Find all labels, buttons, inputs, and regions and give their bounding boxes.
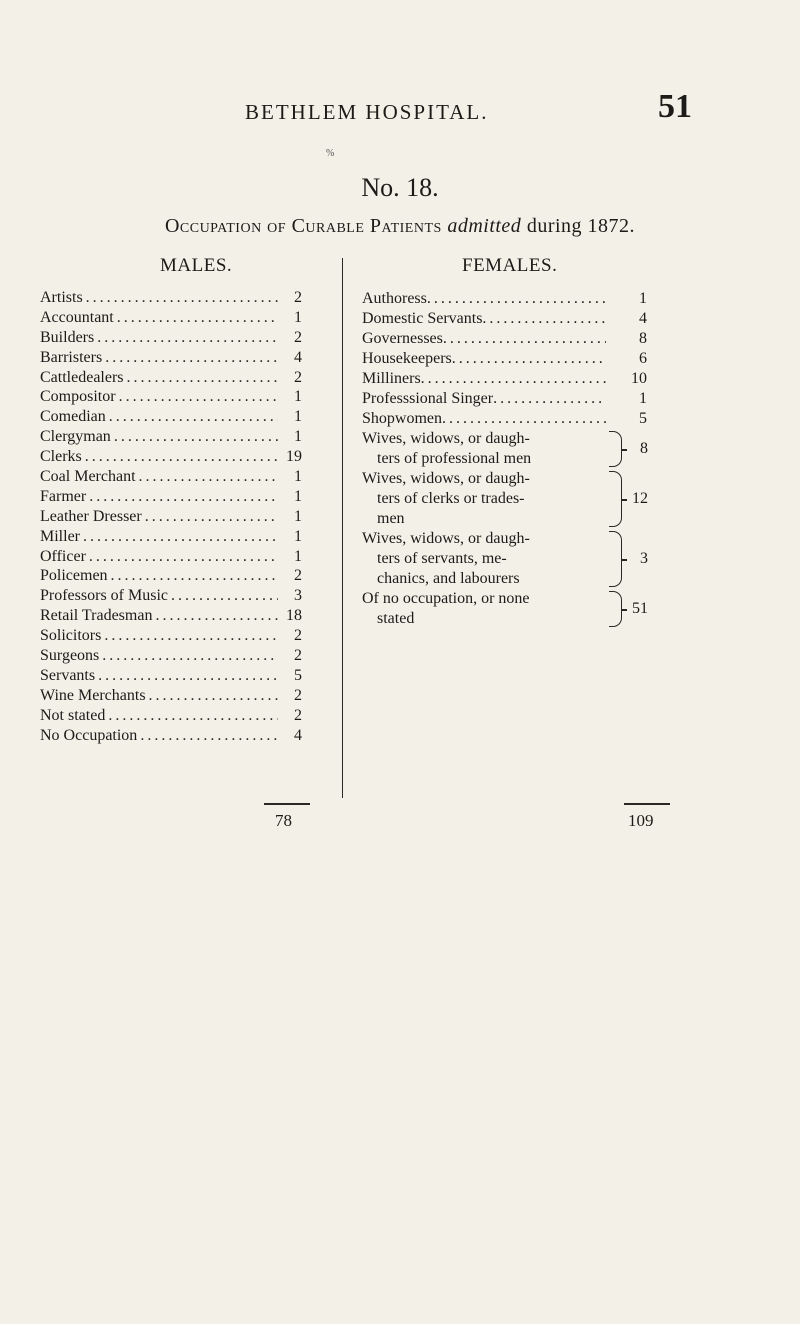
dot-leader [83, 528, 278, 546]
list-item [362, 369, 652, 389]
patient-count: 1 [639, 290, 647, 307]
occupation-text [362, 309, 606, 329]
dot-leader [89, 488, 278, 506]
patient-count: 2 [294, 368, 302, 386]
occupation-label: Not stated [40, 706, 106, 724]
occupation-line [362, 389, 606, 409]
patient-count: 5 [294, 666, 302, 684]
title-end: during 1872. [526, 215, 636, 237]
patient-count: 8 [640, 440, 648, 457]
list-item [40, 448, 302, 468]
dot-leader [493, 389, 606, 409]
title-start: Occupation of Curable Patients [164, 215, 442, 237]
patient-count: 1 [294, 507, 302, 525]
occupation-label: ters of servants, me- [377, 550, 507, 567]
dot-leader [155, 607, 278, 625]
dot-leader [117, 309, 278, 327]
occupation-label: ters of clerks or trades- [377, 490, 525, 507]
females-total: 109 [628, 811, 654, 830]
patient-count: 19 [286, 448, 302, 466]
list-item [362, 289, 652, 309]
occupation-line [362, 429, 606, 449]
list-item [362, 349, 652, 369]
patient-count: 6 [639, 350, 647, 367]
page-header [0, 88, 800, 159]
occupation-label: Wives, widows, or daugh- [362, 530, 530, 547]
dot-leader [108, 707, 278, 725]
patient-count: 2 [294, 686, 302, 704]
patient-count: 1 [294, 547, 302, 565]
table-number: No. 18. [361, 173, 439, 202]
patient-count: 1 [294, 408, 302, 426]
occupation-label: Compositor [40, 388, 116, 406]
occupation-text [362, 429, 606, 469]
occupation-label: Barristers [40, 348, 103, 366]
patient-count: 4 [639, 310, 647, 327]
patient-count: 3 [294, 587, 302, 605]
dot-leader [127, 369, 278, 387]
occupation-line [362, 589, 606, 609]
occupation-line [362, 329, 606, 349]
occupation-label: Solicitors [40, 627, 102, 645]
dot-leader [171, 587, 278, 605]
title-emphasis: admitted [447, 215, 522, 237]
occupation-text [362, 589, 606, 629]
list-item [362, 409, 652, 429]
dot-leader [109, 408, 278, 426]
list-item [40, 607, 302, 627]
occupation-text [362, 289, 606, 309]
dot-leader [443, 329, 606, 349]
males-total-rule [264, 803, 310, 805]
dot-leader [102, 647, 278, 665]
dot-leader [105, 349, 278, 367]
list-item [40, 468, 302, 488]
occupation-label: Professsional Singer [362, 390, 494, 407]
dot-leader [104, 627, 278, 645]
patient-count: 2 [294, 567, 302, 585]
occupation-label: Of no occupation, or none [362, 590, 530, 607]
list-item [362, 529, 652, 589]
occupation-line [362, 349, 606, 369]
occupation-label: Policemen [40, 567, 108, 585]
occupation-label: Wine Merchants [40, 686, 146, 704]
patient-count: 12 [632, 490, 648, 507]
patient-count: 2 [294, 706, 302, 724]
occupation-label: Wives, widows, or daugh- [362, 470, 530, 487]
list-item [362, 429, 652, 469]
occupation-label: Housekeepers [362, 350, 452, 367]
patient-count: 2 [294, 289, 302, 306]
occupation-label: Comedian [40, 408, 106, 426]
dot-leader [98, 667, 278, 685]
occupation-text [362, 369, 606, 389]
occupation-line [362, 549, 606, 569]
dot-leader [85, 448, 278, 466]
list-item [40, 349, 302, 369]
occupation-label: stated [377, 610, 415, 627]
list-item [40, 408, 302, 428]
brace [609, 531, 622, 587]
occupation-line [362, 509, 606, 529]
patient-count: 1 [294, 468, 302, 486]
list-item [362, 389, 652, 409]
list-item [40, 707, 302, 727]
brace [609, 591, 622, 627]
patient-count: 2 [294, 647, 302, 665]
list-item [40, 627, 302, 647]
occupation-label: Farmer [40, 487, 87, 505]
list-item [40, 388, 302, 408]
occupation-label: Authoress [362, 290, 427, 307]
occupation-text [362, 529, 606, 589]
patient-count: 10 [631, 370, 647, 387]
list-item [40, 548, 302, 568]
dot-leader [111, 567, 278, 585]
occupation-label: Cattledealers [40, 368, 124, 386]
occupation-line [362, 369, 606, 389]
patient-count: 1 [639, 390, 647, 407]
list-item [40, 567, 302, 587]
occupation-line [362, 409, 606, 429]
occupation-line [362, 469, 606, 489]
patient-count: 1 [294, 428, 302, 446]
list-item [40, 587, 302, 607]
patient-count: 1 [294, 388, 302, 406]
list-item [362, 329, 652, 349]
list-item [362, 589, 652, 629]
dot-leader [145, 508, 278, 526]
occupation-label: Artists [40, 289, 83, 306]
occupation-label: ters of professional men [377, 450, 532, 467]
occupation-line [362, 289, 606, 309]
list-item [40, 727, 302, 747]
occupation-label: Leather Dresser [40, 507, 142, 525]
list-item [40, 488, 302, 508]
dot-leader [421, 369, 606, 389]
dot-leader [149, 687, 278, 705]
list-item [362, 309, 652, 329]
occupation-text [362, 469, 606, 529]
occupation-label: Shopwomen [362, 410, 442, 427]
occupation-label: Clergyman [40, 428, 111, 446]
dot-leader [89, 548, 278, 566]
dot-leader [442, 409, 606, 429]
females-list [362, 289, 652, 629]
patient-count: 1 [294, 527, 302, 545]
occupation-label: No Occupation [40, 726, 138, 744]
list-item [40, 508, 302, 528]
patient-count: 1 [294, 487, 302, 505]
occupation-label: chanics, and labourers [377, 570, 520, 587]
males-total: 78 [275, 811, 292, 830]
occupation-label: Milliners [362, 370, 421, 387]
patient-count: 1 [294, 308, 302, 326]
females-heading: FEMALES. [462, 255, 558, 276]
dot-leader [482, 309, 606, 329]
occupation-label: Servants [40, 666, 96, 684]
list-item [40, 687, 302, 707]
dot-leader [86, 289, 278, 307]
dot-leader [427, 289, 606, 309]
patient-count: 2 [294, 627, 302, 645]
occupation-label: Accountant [40, 308, 114, 326]
dot-leader [139, 468, 278, 486]
patient-count: 4 [294, 348, 302, 366]
occupation-text [362, 349, 606, 369]
occupation-label: Miller [40, 527, 80, 545]
occupation-label: Surgeons [40, 647, 100, 665]
occupation-label: Retail Tradesman [40, 607, 153, 625]
dot-leader [114, 428, 278, 446]
patient-count: 18 [286, 607, 302, 625]
list-item [362, 469, 652, 529]
running-head: BETHLEM HOSPITAL. [245, 100, 489, 124]
occupation-line [362, 569, 606, 589]
occupation-label: Clerks [40, 448, 82, 466]
occupation-label: men [377, 510, 405, 527]
occupation-label: Domestic Servants [362, 310, 483, 327]
list-item [40, 528, 302, 548]
occupation-line [362, 449, 606, 469]
males-list [40, 289, 302, 746]
list-item [40, 428, 302, 448]
list-item [40, 309, 302, 329]
males-heading: MALES. [160, 255, 233, 276]
patient-count: 2 [294, 328, 302, 346]
column-divider [342, 258, 343, 798]
occupation-label: Officer [40, 547, 86, 565]
occupation-label: Professors of Music [40, 587, 168, 605]
printer-mark: % [326, 148, 335, 159]
occupation-line [362, 609, 606, 629]
dot-leader [97, 329, 278, 347]
occupation-line [362, 529, 606, 549]
page-number: 51 [658, 88, 692, 125]
list-item [40, 369, 302, 389]
occupation-line [362, 309, 606, 329]
occupation-line [362, 489, 606, 509]
list-item [40, 289, 302, 309]
occupation-text [362, 329, 606, 349]
patient-count: 5 [639, 410, 647, 427]
patient-count: 3 [640, 550, 648, 567]
occupation-label: Wives, widows, or daugh- [362, 430, 530, 447]
occupation-label: Coal Merchant [40, 468, 136, 486]
dot-leader [452, 349, 606, 369]
dot-leader [140, 727, 278, 745]
occupation-label: Builders [40, 328, 95, 346]
females-total-rule [624, 803, 670, 805]
list-item [40, 667, 302, 687]
list-item [40, 647, 302, 667]
brace [609, 431, 622, 467]
patient-count: 8 [639, 330, 647, 347]
occupation-text [362, 389, 606, 409]
dot-leader [119, 388, 278, 406]
patient-count: 4 [294, 726, 302, 744]
occupation-text [362, 409, 606, 429]
brace [609, 471, 622, 527]
table-title [0, 215, 800, 238]
list-item [40, 329, 302, 349]
patient-count: 51 [632, 600, 648, 617]
occupation-label: Governesses [362, 330, 443, 347]
